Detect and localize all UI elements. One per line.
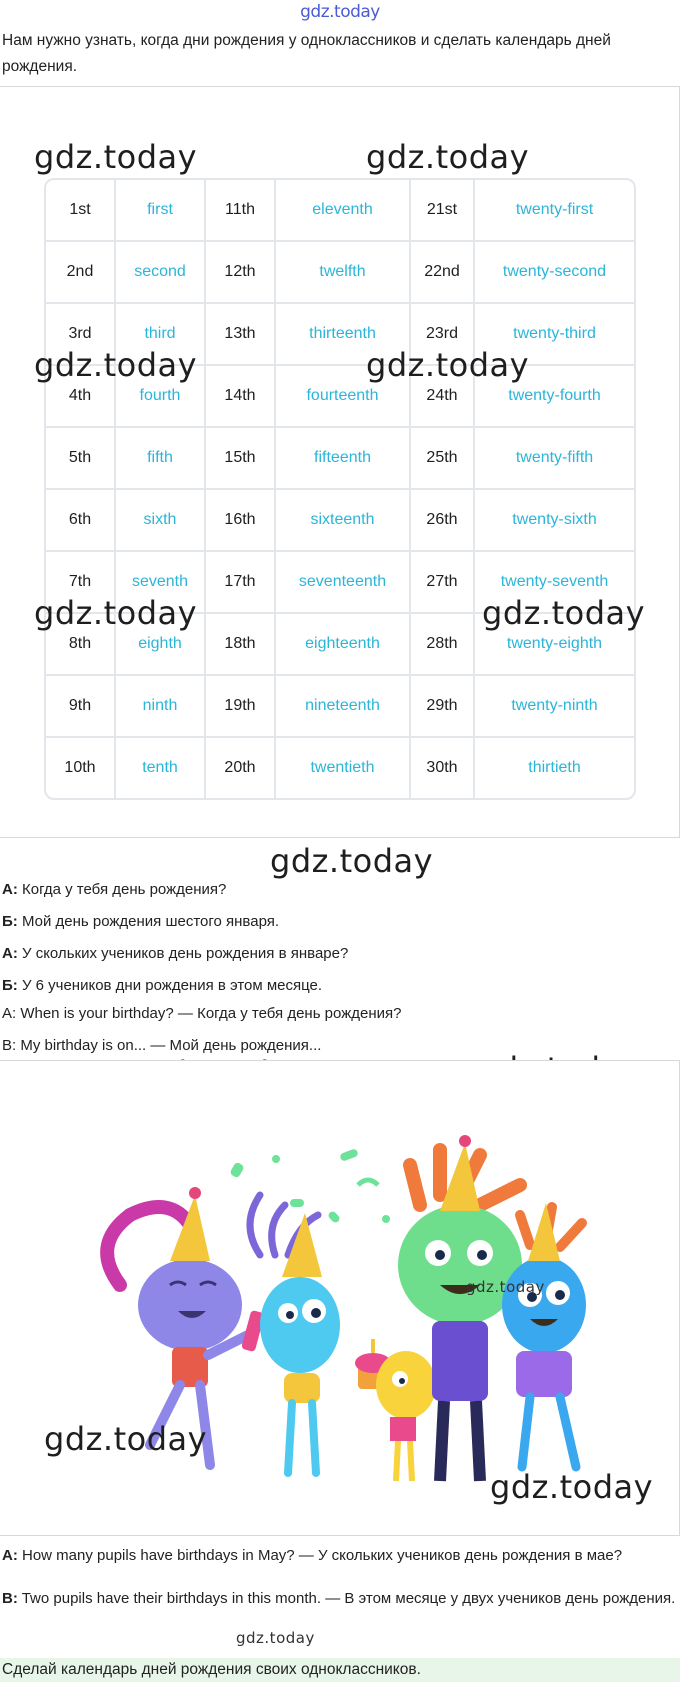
- ordinal-number-cell: 24th: [411, 366, 475, 428]
- speaker-label: Б:: [2, 977, 18, 994]
- ordinal-word-cell: twelfth: [276, 242, 411, 304]
- ordinal-number-cell: 6th: [46, 490, 116, 552]
- ordinal-number-cell: 15th: [206, 428, 276, 490]
- ordinal-word-cell: sixteenth: [276, 490, 411, 552]
- birthday-party-illustration: [60, 1135, 640, 1515]
- dialog-text: Когда у тебя день рождения?: [17, 881, 227, 898]
- ordinal-numbers-table: [44, 178, 636, 800]
- ordinal-number-cell: 17th: [206, 552, 276, 614]
- table-row: [46, 180, 634, 242]
- ordinal-word-cell: seventh: [116, 552, 206, 614]
- ordinal-word-cell: twenty-third: [475, 304, 634, 366]
- ordinal-word-cell: second: [116, 242, 206, 304]
- ordinal-word-cell: sixth: [116, 490, 206, 552]
- watermark: gdz.today: [44, 1420, 208, 1458]
- watermark: gdz.today: [366, 346, 530, 384]
- ordinal-number-cell: 21st: [411, 180, 475, 242]
- ordinal-number-cell: 20th: [206, 738, 276, 798]
- ordinal-word-cell: thirteenth: [276, 304, 411, 366]
- dialog-line-en: A: When is your birthday? — Когда у тебя день рождения?: [2, 1005, 402, 1022]
- dialog-text: У 6 учеников дни рождения в этом месяце.: [17, 977, 323, 994]
- site-logo[interactable]: gdz.today: [300, 2, 380, 22]
- dialog-line: [2, 912, 678, 932]
- speaker-label: А:: [2, 945, 18, 962]
- ordinal-number-cell: 8th: [46, 614, 116, 676]
- speaker-label: Б:: [2, 913, 18, 930]
- ordinal-word-cell: twenty-fifth: [475, 428, 634, 490]
- watermark: gdz.today: [270, 842, 434, 880]
- ordinal-word-cell: twenty-first: [475, 180, 634, 242]
- dialog-text: Мой день рождения шестого января.: [17, 913, 280, 930]
- ordinal-number-cell: 12th: [206, 242, 276, 304]
- table-row: [46, 490, 634, 552]
- table-row: [46, 242, 634, 304]
- ordinal-number-cell: 4th: [46, 366, 116, 428]
- table-row: [46, 676, 634, 738]
- dialog-line: [2, 976, 678, 996]
- ordinal-number-cell: 18th: [206, 614, 276, 676]
- dialog-line: [2, 944, 678, 964]
- ordinal-number-cell: 13th: [206, 304, 276, 366]
- ordinal-word-cell: nineteenth: [276, 676, 411, 738]
- ordinal-number-cell: 10th: [46, 738, 116, 798]
- ordinal-word-cell: twenty-second: [475, 242, 634, 304]
- watermark: gdz.today: [482, 594, 646, 632]
- ordinal-number-cell: 3rd: [46, 304, 116, 366]
- ordinal-word-cell: first: [116, 180, 206, 242]
- watermark: gdz.today: [34, 138, 198, 176]
- ordinal-number-cell: 14th: [206, 366, 276, 428]
- speaker-label: A:: [2, 1547, 18, 1564]
- ordinal-number-cell: 5th: [46, 428, 116, 490]
- dialog-text: У скольких учеников день рождения в январе?: [17, 945, 349, 962]
- ordinal-number-cell: 22nd: [411, 242, 475, 304]
- dialog-text: How many pupils have birthdays in May? — У скольких учеников день рождения в мае?: [17, 1547, 623, 1564]
- ordinal-number-cell: 16th: [206, 490, 276, 552]
- ordinal-number-cell: 26th: [411, 490, 475, 552]
- watermark: gdz.today: [236, 1629, 315, 1647]
- dialog-line: [2, 1586, 678, 1612]
- ordinal-number-cell: 2nd: [46, 242, 116, 304]
- ordinal-word-cell: thirtieth: [528, 759, 581, 776]
- ordinal-number-cell: 19th: [206, 676, 276, 738]
- ordinal-word-cell: twenty-eighth: [475, 614, 634, 676]
- ordinal-word-cell: eighth: [116, 614, 206, 676]
- dialog-line-en: B: My birthday is on... — Мой день рождения...: [2, 1037, 322, 1054]
- ordinal-word-cell: seventeenth: [276, 552, 411, 614]
- watermark: gdz.today: [490, 1468, 654, 1506]
- intro-text: Нам нужно узнать, когда дни рождения у одноклассников и сделать календарь дней рождения.: [2, 32, 611, 75]
- watermark: gdz.today: [466, 1278, 545, 1296]
- ordinal-number-cell: 29th: [411, 676, 475, 738]
- dialog-text: Two pupils have their birthdays in this month. — В этом месяце у двух учеников день рождения.: [17, 1590, 676, 1607]
- ordinal-word-cell: eleventh: [276, 180, 411, 242]
- table-row: [46, 428, 634, 490]
- ordinal-number-cell: 1st: [46, 180, 116, 242]
- ordinal-number-cell: 28th: [411, 614, 475, 676]
- ordinal-word-cell: eighteenth: [276, 614, 411, 676]
- ordinal-word-cell: fifth: [116, 428, 206, 490]
- ordinal-number-cell: 27th: [411, 552, 475, 614]
- ordinal-word-cell: twenty-seventh: [475, 552, 634, 614]
- ordinal-number-cell: 30th: [411, 738, 475, 798]
- table-row: [46, 738, 634, 798]
- ordinal-number-cell: 25th: [411, 428, 475, 490]
- ordinal-word-cell: twenty-ninth: [475, 676, 634, 738]
- dialog-line: [2, 880, 678, 900]
- ordinal-number-cell: 7th: [46, 552, 116, 614]
- speaker-label: B:: [2, 1590, 18, 1607]
- ordinal-word-cell: twenty-fourth: [475, 366, 634, 428]
- ordinal-number-cell: 9th: [46, 676, 116, 738]
- ordinal-word-cell: fourteenth: [276, 366, 411, 428]
- ordinal-word-cell: third: [116, 304, 206, 366]
- ordinal-word-cell: twenty-sixth: [475, 490, 634, 552]
- ordinal-word-cell: fourth: [116, 366, 206, 428]
- ordinal-word-cell: twentieth: [276, 738, 411, 798]
- ordinal-word-cell: tenth: [116, 738, 206, 798]
- ordinal-number-cell: 11th: [206, 180, 276, 242]
- speaker-label: А:: [2, 881, 18, 898]
- ordinal-word-cell: fifteenth: [276, 428, 411, 490]
- task-banner: Сделай календарь дней рождения своих одноклассников.: [0, 1658, 680, 1682]
- watermark: gdz.today: [34, 594, 198, 632]
- ordinal-word-cell: ninth: [116, 676, 206, 738]
- watermark: gdz.today: [366, 138, 530, 176]
- ordinal-number-cell: 23rd: [411, 304, 475, 366]
- dialog-line: [2, 1546, 678, 1566]
- watermark: gdz.today: [34, 346, 198, 384]
